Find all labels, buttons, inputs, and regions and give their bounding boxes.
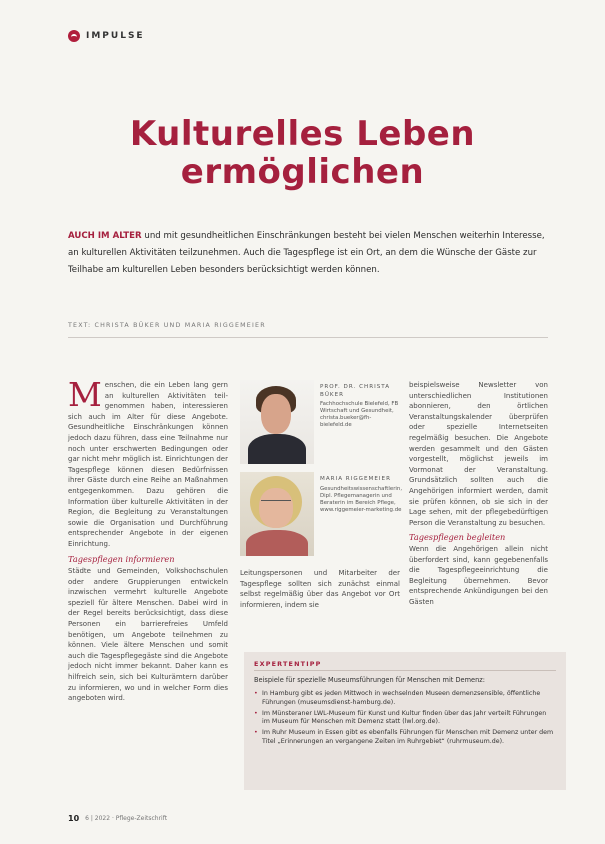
subheading-begleiten: Tagespflegen begleiten (409, 532, 506, 543)
author-photo (240, 472, 314, 556)
paragraph-2: Städte und Gemeinden, Volkshochschulen oder andere Gruppierungen entwickeln inzwischen vermehrt kulturelle Angebote speziell für ältere Menschen. Dabei wird in der Regel bereits berücksichtigt, dass diese Personen ein barrierefreies Umfeld benötigen, um Angebote teilnehmen zu können. Viele ältere Menschen und somit auch die Tagespflegegäste sind die Angebote jedoch nicht immer bekannt. Daher kann es hilfreich sein, sich bei Kulturämtern darüber zu informieren, wo und in welcher Form dies angeboten wird. (68, 567, 228, 703)
section-header (68, 30, 145, 42)
author-name: MARIA RIGGEMEIER (320, 476, 391, 482)
column-3 (409, 380, 548, 607)
expert-tip-box (244, 652, 566, 790)
author-photo (240, 380, 314, 464)
article-title (0, 115, 605, 191)
section-label: IMPULSE (86, 31, 145, 41)
paragraph-1: enschen, die ein Leben lang gern an kulturellen Aktivitäten teil- genommen haben, interessieren sich auch im Alter für diese Angebote. Gesundheitliche Einschränkungen können jedoch dazu führen, dass eine Teilnahme nur noch unter erschwerten Bedingungen oder gar nicht mehr möglich ist. Einrichtungen der Tagespflege können diesen Bedürfnissen ihrer Gäste durch eine Reihe an Maßnahmen entgegenkommen. Dazu gehören die Information über kulturelle Aktivitäten in der Region, die Begleitung zu Veranstaltungen sowie die Organisation und Durchführung entsprechender Angebote in der eigenen Einrichtung. (68, 381, 228, 548)
drop-cap: M (68, 375, 102, 414)
lead-kicker: AUCH IM ALTER (68, 231, 142, 241)
author-bio-text: Fachhochschule Bielefeld, FB Wirtschaft und Gesundheit, christa.bueker@fh-bielefeld.de (320, 401, 399, 428)
author-bio-text: Gesundheitswissenschaftlerin, Dipl. Pflegemanagerin und Beraterin im Bereich Pflege, www.riggemeier-marketing.de (320, 485, 403, 513)
page-footer (68, 814, 167, 823)
author-profiles (240, 380, 403, 564)
author-profile (240, 380, 400, 468)
paragraph-4: Wenn die Angehörigen allein nicht überfordert sind, kann gegebenenfalls die Tagespflegeeinrichtung die Begleitung übernehmen. Bevor entsprechende Ankündigungen bei den Gästen (409, 544, 548, 606)
column-1 (68, 375, 228, 704)
lead-text: und mit gesundheitlichen Einschränkungen besteht bei vielen Menschen weiterhin Interesse, an kulturellen Aktivitäten teilzunehmen. Auch die Tagespflege ist ein Ort, an dem die Wünsche der Gäste zur Teilhabe am kulturellen Leben besonders berücksichtigt werden können. (68, 231, 545, 275)
impulse-logo-icon (68, 30, 80, 42)
list-item: • In Hamburg gibt es jeden Mittwoch in wechselnden Museen demenzsensible, öffentliche Führungen (museumsdienst-hamburg.de). (254, 690, 556, 708)
title-line-1: Kulturelles Leben (129, 114, 476, 154)
expert-tip-list (254, 690, 556, 749)
author-bio (320, 384, 402, 429)
title-line-2: ermöglichen (180, 152, 425, 192)
column-2-text: Leitungspersonen und Mitarbeiter der Tagespflege sollten sich zunächst einmal selbst regelmäßig über das Angebot vor Ort informieren, indem sie (240, 569, 400, 609)
subheading-informieren: Tagespflegen informieren (68, 553, 175, 564)
footer-meta: 6 | 2022 · Pflege-Zeitschrift (85, 815, 168, 822)
expert-tip-intro: Beispiele für spezielle Museumsführungen für Menschen mit Demenz: (254, 676, 485, 684)
box-divider (254, 670, 556, 671)
list-item: • Im Münsteraner LWL-Museum für Kunst und Kultur finden über das Jahr verteilt Führungen im Museum für Menschen mit Demenz statt (lwl.org.de). (254, 710, 556, 728)
author-profile (240, 472, 403, 560)
paragraph-3: beispielsweise Newsletter von unterschiedlichen Institutionen abonnieren, den örtlichen Veranstaltungskalender überprüfen oder spezielle Internetseiten regelmäßig besuchen. Die Angebote werden gesammelt und den Gästen vorgestellt, möglichst jeweils im Vormonat der Veranstaltung. Grundsätzlich sollten auch die Angehörigen informiert werden, damit sie prüfen können, ob sie sich in der Lage sehen, mit der pflegebedürftigen Person die Veranstaltung zu besuchen. (409, 381, 548, 527)
author-name: PROF. DR. CHRISTA BÜKER (320, 384, 391, 398)
author-bio (320, 476, 402, 514)
author-credit: TEXT: CHRISTA BÜKER UND MARIA RIGGEMEIER (68, 322, 266, 329)
page-number: 10 (68, 814, 80, 823)
list-item: • Im Ruhr Museum in Essen gibt es ebenfalls Führungen für Menschen mit Demenz unter dem Titel „Erinnerungen an vergangene Zeiten im Ruhrgebiet“ (ruhrmuseum.de). (254, 729, 556, 747)
article-lead (68, 228, 548, 279)
divider (68, 337, 548, 338)
expert-tip-label: EXPERTENTIPP (254, 660, 322, 668)
